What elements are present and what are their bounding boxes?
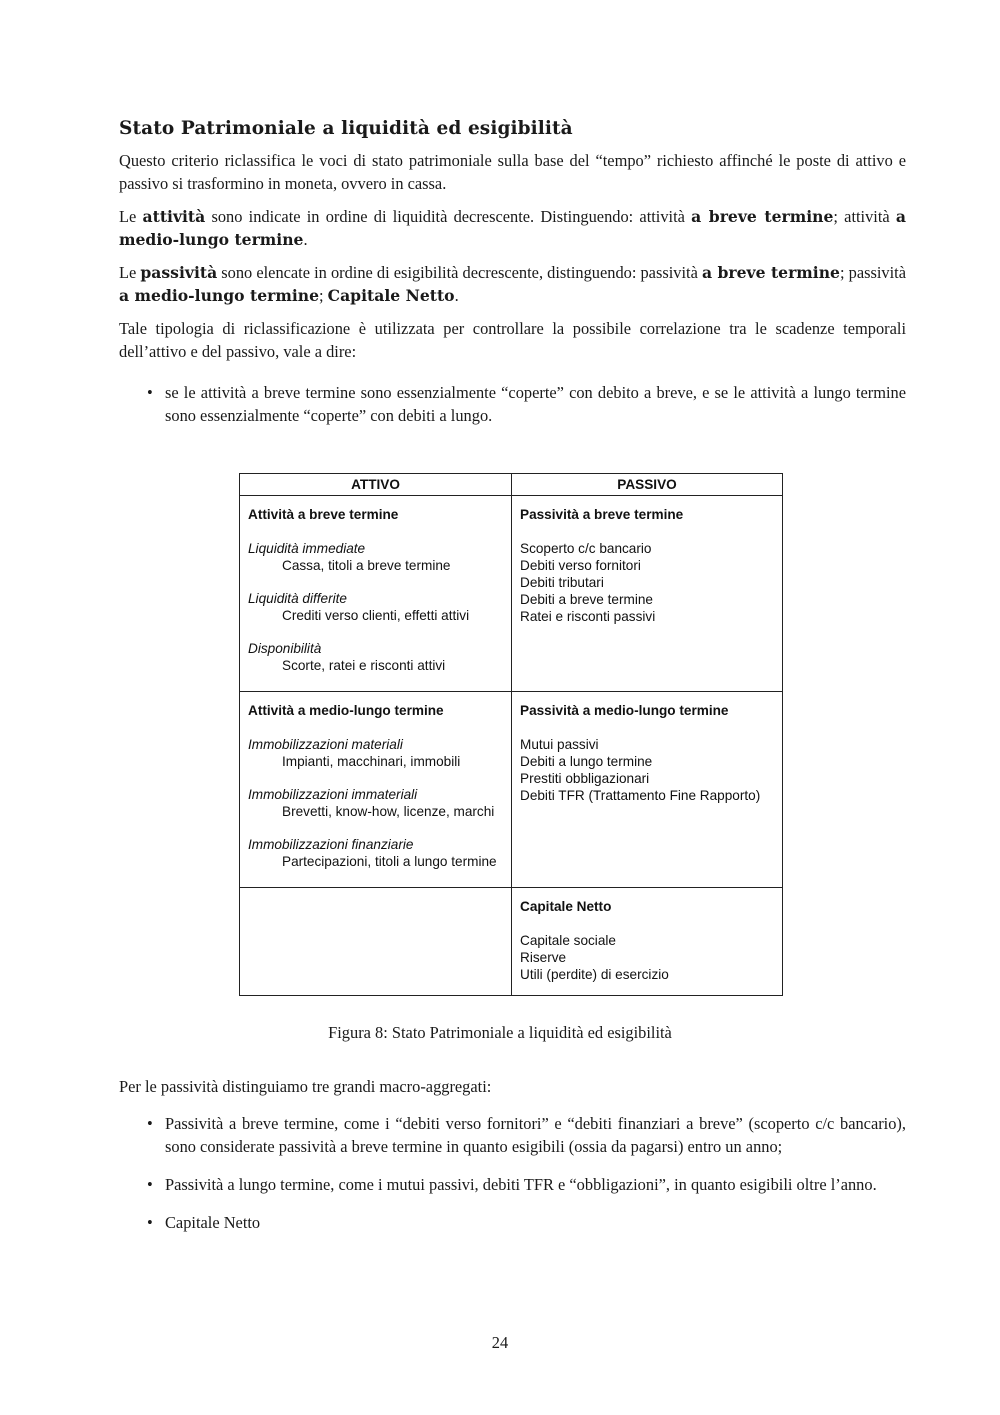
cell-item: Ratei e risconti passivi [520,609,656,624]
list-item-text: Capitale Netto [165,1213,261,1232]
figure-stato-patrimoniale [239,473,783,996]
group-item: Scorte, ratei e risconti attivi [282,658,446,673]
cell-title: Capitale Netto [520,899,612,914]
bullet-list-top [119,381,906,427]
figure-caption: Figura 8: Stato Patrimoniale a liquidità ed esigibilità [328,1023,672,1042]
cell-title: Passività a breve termine [520,507,684,522]
text-run: sono elencate in ordine di esigibilità decrescente, distinguendo: passività [217,263,702,282]
list-item [119,381,906,427]
group-item: Partecipazioni, titoli a lungo termine [282,854,497,869]
group-name: Immobilizzazioni materiali [248,737,403,752]
cell-attivita-medio-lungo [240,692,512,888]
text-run: . [303,230,308,249]
group [248,836,511,870]
group [248,786,511,820]
cell-capitale-netto [512,888,783,996]
bullet-icon: • [147,1114,153,1133]
text-run: ; attività [833,207,896,226]
cell-passivita-medio-lungo [512,692,783,888]
paragraph-passivita [119,261,906,307]
cell-item: Mutui passivi [520,737,599,752]
bullet-list-bottom [119,1112,906,1234]
bold-run: Capitale Netto [327,286,455,305]
header-attivo: ATTIVO [240,474,512,496]
cell-item: Scoperto c/c bancario [520,541,652,556]
group-item: Brevetti, know-how, licenze, marchi [282,804,495,819]
paragraph-macro-aggregati: Per le passività distinguiamo tre grandi macro-aggregati: [119,1077,492,1096]
text-run: Le [119,263,141,282]
cell-title: Attività a breve termine [248,507,399,522]
list-item [119,1211,906,1234]
cell-title: Passività a medio-lungo termine [520,703,729,718]
cell-item: Prestiti obbligazionari [520,771,650,786]
bold-run: a breve termine [691,207,834,226]
page-body [119,118,906,427]
cell-item: Debiti a breve termine [520,592,653,607]
cell-item: Utili (perdite) di esercizio [520,967,669,982]
bullet-icon: • [147,1175,153,1194]
text-run: ; [319,286,328,305]
cell-attivita-breve [240,496,512,692]
bold-run: attività [142,207,206,226]
cell-passivita-breve [512,496,783,692]
list-item [119,1173,906,1196]
bold-run: a medio-lungo termine [119,207,907,249]
list-item-text: Passività a breve termine, come i “debiti verso fornitori” e “debiti finanziari a breve” (scoperto c/c bancario), sono considerate passività a breve termine in quanto esigibili (ossia da pagarsi) entro un anno; [165,1114,906,1156]
cell-item: Capitale sociale [520,933,616,948]
list-item [119,1112,906,1158]
bold-run: a medio-lungo termine [119,286,320,305]
group-name: Disponibilità [248,641,322,656]
group-name: Immobilizzazioni finanziarie [248,837,414,852]
group-item: Crediti verso clienti, effetti attivi [282,608,470,623]
group [248,736,511,770]
group-name: Liquidità differite [248,591,347,606]
text-run: ; passività [839,263,906,282]
bullet-icon: • [147,383,153,402]
group [248,590,511,624]
group [248,640,511,674]
paragraph-attivita [119,205,906,251]
group-item: Impianti, macchinari, immobili [282,754,461,769]
text-run: . [454,286,459,305]
balance-sheet-table [239,473,783,996]
cell-title: Attività a medio-lungo termine [248,703,444,718]
group-item: Cassa, titoli a breve termine [282,558,451,573]
text-run: sono indicate in ordine di liquidità decrescente. Distinguendo: attività [205,207,692,226]
group-name: Immobilizzazioni immateriali [248,787,418,802]
bullet-icon: • [147,1213,153,1232]
cell-item: Debiti TFR (Trattamento Fine Rapporto) [520,788,761,803]
cell-empty [240,888,512,996]
list-item-text: Passività a lungo termine, come i mutui passivi, debiti TFR e “obbligazioni”, in quanto esigibili oltre l’anno. [165,1175,877,1194]
cell-item: Debiti tributari [520,575,604,590]
page-number: 24 [491,1333,509,1352]
group-name: Liquidità immediate [248,541,366,556]
text-run: Le [119,207,143,226]
section-title: Stato Patrimoniale a liquidità ed esigibilità [119,118,573,139]
list-item-text: se le attività a breve termine sono essenzialmente “coperte” con debito a breve, e se le attività a lungo termine sono essenzialmente “coperte” con debiti a lungo. [165,383,906,425]
paragraph-tipologia: Tale tipologia di riclassificazione è utilizzata per controllare la possibile correlazione tra le scadenze temporali dell’attivo e del passivo, vale a dire: [119,319,906,361]
paragraph-criterio: Questo criterio riclassifica le voci di stato patrimoniale sulla base del “tempo” richiesto affinché le poste di attivo e passivo si trasformino in moneta, ovvero in cassa. [119,151,906,193]
page-body-lower [119,1075,906,1234]
cell-item: Riserve [520,950,567,965]
cell-item: Debiti a lungo termine [520,754,653,769]
cell-item: Debiti verso fornitori [520,558,641,573]
bold-run: a breve termine [701,263,840,282]
group [248,540,511,574]
header-passivo: PASSIVO [512,474,783,496]
bold-run: passività [140,263,218,282]
